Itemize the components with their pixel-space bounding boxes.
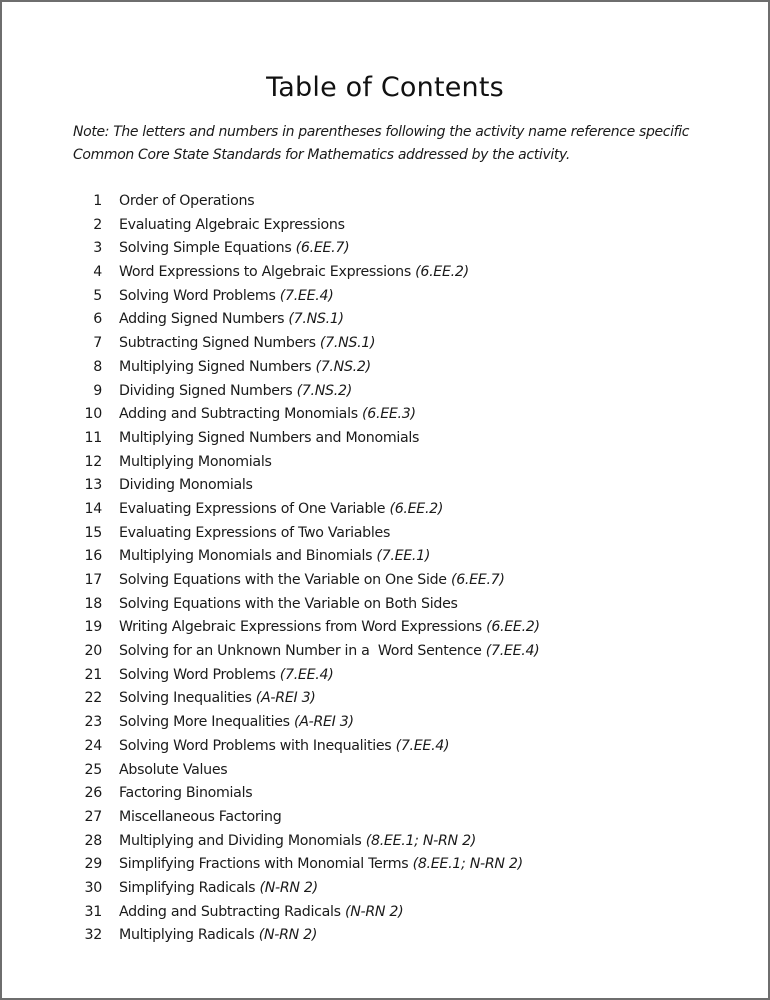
page-title: Table of Contents xyxy=(266,72,504,103)
toc-entry-title: Factoring Binomials xyxy=(119,785,253,802)
toc-entry-title: Solving Simple Equations xyxy=(119,240,292,257)
toc-entry-number: 16 xyxy=(84,548,102,565)
toc-entry-standard: (7.EE.4) xyxy=(395,737,450,754)
toc-entry xyxy=(2,664,768,688)
toc-entry xyxy=(2,403,768,427)
toc-entry-number: 24 xyxy=(84,737,102,754)
toc-entry-number: 4 xyxy=(93,264,102,281)
toc-entry xyxy=(2,356,768,380)
toc-entry xyxy=(2,830,768,854)
toc-entry-title: Miscellaneous Factoring xyxy=(119,808,282,825)
toc-entry-title: Absolute Values xyxy=(119,761,228,778)
toc-entry-title: Multiplying Monomials and Binomials xyxy=(119,548,373,565)
toc-entry-title: Simplifying Radicals xyxy=(119,879,256,896)
toc-entry-number: 12 xyxy=(84,453,102,470)
toc-entry-number: 26 xyxy=(84,785,102,802)
toc-entry-number: 21 xyxy=(84,666,102,683)
toc-entry xyxy=(2,522,768,546)
toc-entry-number: 30 xyxy=(84,879,102,896)
toc-entry xyxy=(2,759,768,783)
toc-entry-number: 13 xyxy=(84,477,102,494)
toc-entry-title: Adding and Subtracting Monomials xyxy=(119,406,358,423)
toc-entry xyxy=(2,332,768,356)
toc-entry-number: 6 xyxy=(93,311,102,328)
toc-entry-number: 19 xyxy=(84,619,102,636)
toc-entry xyxy=(2,308,768,332)
toc-entry-standard: (N-RN 2) xyxy=(344,903,404,920)
toc-entry-title: Adding Signed Numbers xyxy=(119,311,285,328)
toc-entry-number: 29 xyxy=(84,856,102,873)
toc-entry-standard: (6.EE.3) xyxy=(362,406,416,423)
toc-entry-number: 18 xyxy=(84,595,102,612)
toc-entry-standard: (8.EE.1; N-RN 2) xyxy=(365,832,477,849)
toc-entry-number: 27 xyxy=(84,808,102,825)
toc-entry xyxy=(2,285,768,309)
toc-entry-standard: (7.NS.1) xyxy=(319,335,376,352)
toc-entry-number: 5 xyxy=(93,287,102,304)
toc-entry xyxy=(2,616,768,640)
toc-entry xyxy=(2,901,768,925)
toc-entry-number: 32 xyxy=(84,927,102,944)
toc-entry-standard: (N-RN 2) xyxy=(258,927,318,944)
toc-entry-number: 3 xyxy=(93,240,102,257)
toc-entry-number: 25 xyxy=(84,761,102,778)
toc-entry-title: Multiplying and Dividing Monomials xyxy=(119,832,362,849)
toc-entry xyxy=(2,545,768,569)
toc-entry-number: 23 xyxy=(84,714,102,731)
toc-entry-standard: (6.EE.7) xyxy=(450,572,505,588)
toc-entry xyxy=(2,214,768,238)
toc-entry-title: Subtracting Signed Numbers xyxy=(119,335,316,352)
toc-entry xyxy=(2,806,768,830)
toc-entry xyxy=(2,853,768,877)
toc-entry-title: Dividing Signed Numbers xyxy=(119,382,293,399)
toc-entry-number: 14 xyxy=(84,500,102,517)
toc-entry xyxy=(2,569,768,593)
toc-entry-title: Multiplying Monomials xyxy=(119,453,272,470)
toc-entry xyxy=(2,474,768,498)
toc-entry-title: Solving Word Problems with Inequalities xyxy=(119,737,392,754)
toc-entry-standard: (8.EE.1; N-RN 2) xyxy=(412,856,523,873)
toc-entry xyxy=(2,782,768,806)
toc-entry-standard: (7.EE.4) xyxy=(485,643,540,660)
toc-entry-title: Simplifying Fractions with Monomial Terms xyxy=(119,856,409,873)
toc-entry xyxy=(2,451,768,475)
toc-entry xyxy=(2,711,768,735)
toc-entry xyxy=(2,427,768,451)
toc-entry-standard: (7.EE.1) xyxy=(376,548,431,565)
toc-entry-number: 11 xyxy=(84,429,102,446)
toc-entry-standard: (N-RN 2) xyxy=(259,879,318,896)
toc-entry-title: Evaluating Expressions of Two Variables xyxy=(119,524,391,541)
toc-entry-number: 10 xyxy=(84,406,102,423)
toc-entry-number: 15 xyxy=(84,524,102,541)
toc-entry xyxy=(2,687,768,711)
toc-entry-number: 8 xyxy=(93,358,102,375)
toc-entry-title: Dividing Monomials xyxy=(119,477,253,494)
toc-entry-number: 7 xyxy=(93,335,102,352)
toc-entry-title: Multiplying Radicals xyxy=(119,927,255,944)
toc-entry-standard: (6.EE.2) xyxy=(415,264,469,281)
toc-entry-title: Order of Operations xyxy=(119,193,255,209)
toc-entry-title: Solving More Inequalities xyxy=(119,714,290,731)
toc-entry-title: Solving Word Problems xyxy=(119,287,276,304)
toc-entry-number: 20 xyxy=(84,643,102,660)
standards-note: Note: The letters and numbers in parentheses following the activity name reference specific Common Core State Standards for Mathematics addressed by the activity. xyxy=(73,124,690,163)
toc-entry-title: Solving for an Unknown Number in a Word Sentence xyxy=(119,643,482,660)
toc-entry-title: Adding and Subtracting Radicals xyxy=(119,903,341,920)
toc-entry-number: 1 xyxy=(93,193,102,209)
toc-entry xyxy=(2,498,768,522)
toc-entry-title: Multiplying Signed Numbers and Monomials xyxy=(119,429,420,446)
toc-entry-number: 31 xyxy=(84,903,102,920)
toc-entry-standard: (7.NS.2) xyxy=(315,358,371,375)
toc-entry-standard: (7.EE.4) xyxy=(279,666,334,683)
toc-entry xyxy=(2,735,768,759)
toc-entry xyxy=(2,261,768,285)
toc-entry xyxy=(2,640,768,664)
toc-entry-title: Solving Word Problems xyxy=(119,666,276,683)
toc-entry xyxy=(2,593,768,617)
toc-entry-standard: (7.NS.1) xyxy=(288,311,344,328)
toc-entry-standard: (A-REI 3) xyxy=(255,690,316,707)
table-of-contents-list xyxy=(2,190,768,948)
toc-entry-title: Solving Equations with the Variable on Both Sides xyxy=(119,595,458,612)
toc-entry xyxy=(2,924,768,948)
toc-entry-title: Evaluating Algebraic Expressions xyxy=(119,216,345,233)
toc-entry-number: 22 xyxy=(84,690,102,707)
toc-entry-title: Writing Algebraic Expressions from Word Expressions xyxy=(119,619,482,636)
toc-entry-standard: (6.EE.7) xyxy=(295,240,350,257)
toc-entry-title: Word Expressions to Algebraic Expressions xyxy=(119,264,411,281)
toc-entry-title: Solving Inequalities xyxy=(119,690,252,707)
toc-entry-standard: (7.EE.4) xyxy=(279,287,334,304)
toc-entry-number: 9 xyxy=(93,382,102,399)
toc-entry-title: Solving Equations with the Variable on One Side xyxy=(119,572,447,588)
toc-entry xyxy=(2,380,768,404)
toc-entry-number: 28 xyxy=(84,832,102,849)
toc-entry-number: 17 xyxy=(84,572,102,588)
toc-entry xyxy=(2,237,768,261)
toc-entry-title: Multiplying Signed Numbers xyxy=(119,358,312,375)
toc-entry-standard: (A-REI 3) xyxy=(293,714,354,731)
toc-entry-standard: (7.NS.2) xyxy=(296,382,352,399)
toc-entry xyxy=(2,877,768,901)
toc-entry-standard: (6.EE.2) xyxy=(389,500,444,517)
toc-entry-title: Evaluating Expressions of One Variable xyxy=(119,500,386,517)
toc-entry-standard: (6.EE.2) xyxy=(486,619,540,636)
toc-entry-number: 2 xyxy=(93,216,102,233)
toc-entry xyxy=(2,190,768,214)
